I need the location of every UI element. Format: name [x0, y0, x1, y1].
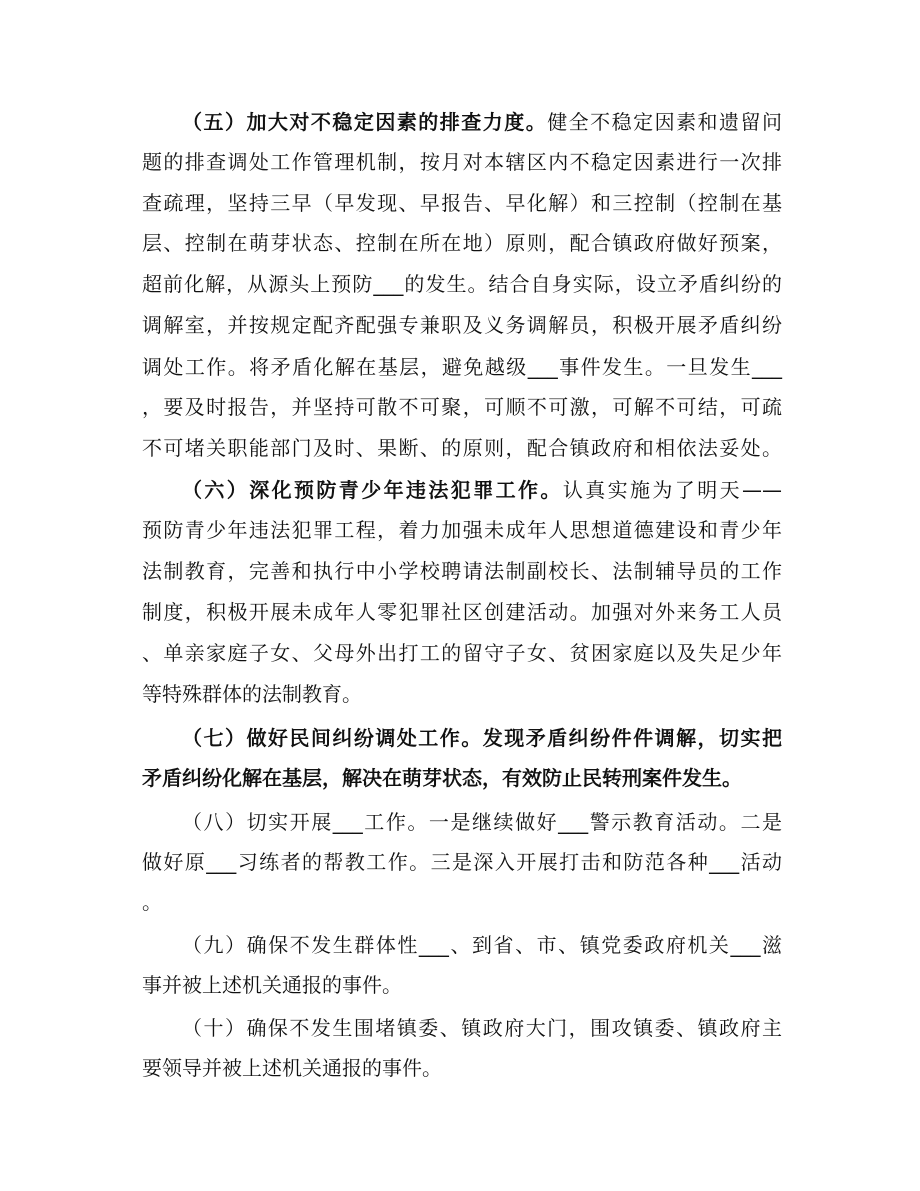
p6-line-1-text: 认真实施为了明天—— — [562, 478, 783, 502]
p5-line-1-text: 健全不稳定因素和遗留问 — [547, 110, 783, 134]
p6-line-5: 、单亲家庭子女、父母外出打工的留守子女、贫困家庭以及失足少年 — [142, 641, 782, 665]
p10-line-2: 要领导并被上述机关通报的事件。 — [142, 1056, 442, 1080]
p5-line-5: 超前化解，从源头上预防___的发生。结合自身实际，设立矛盾纠纷的 — [142, 272, 782, 296]
p6-line-3: 法制教育，完善和执行中小学校聘请法制副校长、法制辅导员的工作 — [142, 559, 782, 583]
p5-line-6: 调解室，并按规定配齐配强专兼职及义务调解员，积极开展矛盾纠纷 — [142, 313, 782, 337]
p8-line-1: （八）切实开展___工作。一是继续做好___警示教育活动。二是 — [182, 810, 782, 834]
p5-line-8: ，要及时报告，并坚持可散不可聚，可顺不可激，可解不可结，可疏 — [142, 395, 782, 419]
p7-line-1: （七）做好民间纠纷调处工作。发现矛盾纠纷件件调解，切实把 — [182, 726, 782, 750]
p5-line-9: 不可堵关职能部门及时、果断、的原则，配合镇政府和相依法妥处。 — [142, 436, 782, 460]
p9-line-2: 事并被上述机关通报的事件。 — [142, 973, 402, 997]
p5-line-3: 查疏理，坚持三早（早发现、早报告、早化解）和三控制（控制在基 — [142, 191, 782, 215]
p5-line-4: 层、控制在萌芽状态、控制在所在地）原则，配合镇政府做好预案， — [142, 231, 782, 255]
p5-line-1 — [182, 102, 782, 142]
p7-line-2: 矛盾纠纷化解在基层，解决在萌芽状态，有效防止民转刑案件发生。 — [142, 766, 742, 790]
p5-line-2: 题的排查调处工作管理机制，按月对本辖区内不稳定因素进行一次排 — [142, 150, 782, 174]
p9-line-1: （九）确保不发生群体性___、到省、市、镇党委政府机关___滋 — [182, 933, 782, 957]
p6-line-4: 制度，积极开展未成年人零犯罪社区创建活动。加强对外来务工人员 — [142, 600, 782, 624]
p6-line-1 — [182, 470, 782, 510]
p8-line-3: 。 — [142, 890, 162, 914]
p5-heading: （五）加大对不稳定因素的排查力度。 — [182, 110, 548, 134]
p6-line-2: 预防青少年违法犯罪工程，着力加强未成年人思想道德建设和青少年 — [142, 518, 782, 542]
p5-line-7: 调处工作。将矛盾化解在基层，避免越级___事件发生。一旦发生___ — [142, 355, 782, 379]
p6-heading: （六）深化预防青少年违法犯罪工作。 — [182, 478, 563, 502]
p10-line-1: （十）确保不发生围堵镇委、镇政府大门，围攻镇委、镇政府主 — [182, 1016, 782, 1040]
p6-line-6: 等特殊群体的法制教育。 — [142, 682, 362, 706]
p8-line-2: 做好原___习练者的帮教工作。三是深入开展打击和防范各种___活动 — [142, 850, 782, 874]
